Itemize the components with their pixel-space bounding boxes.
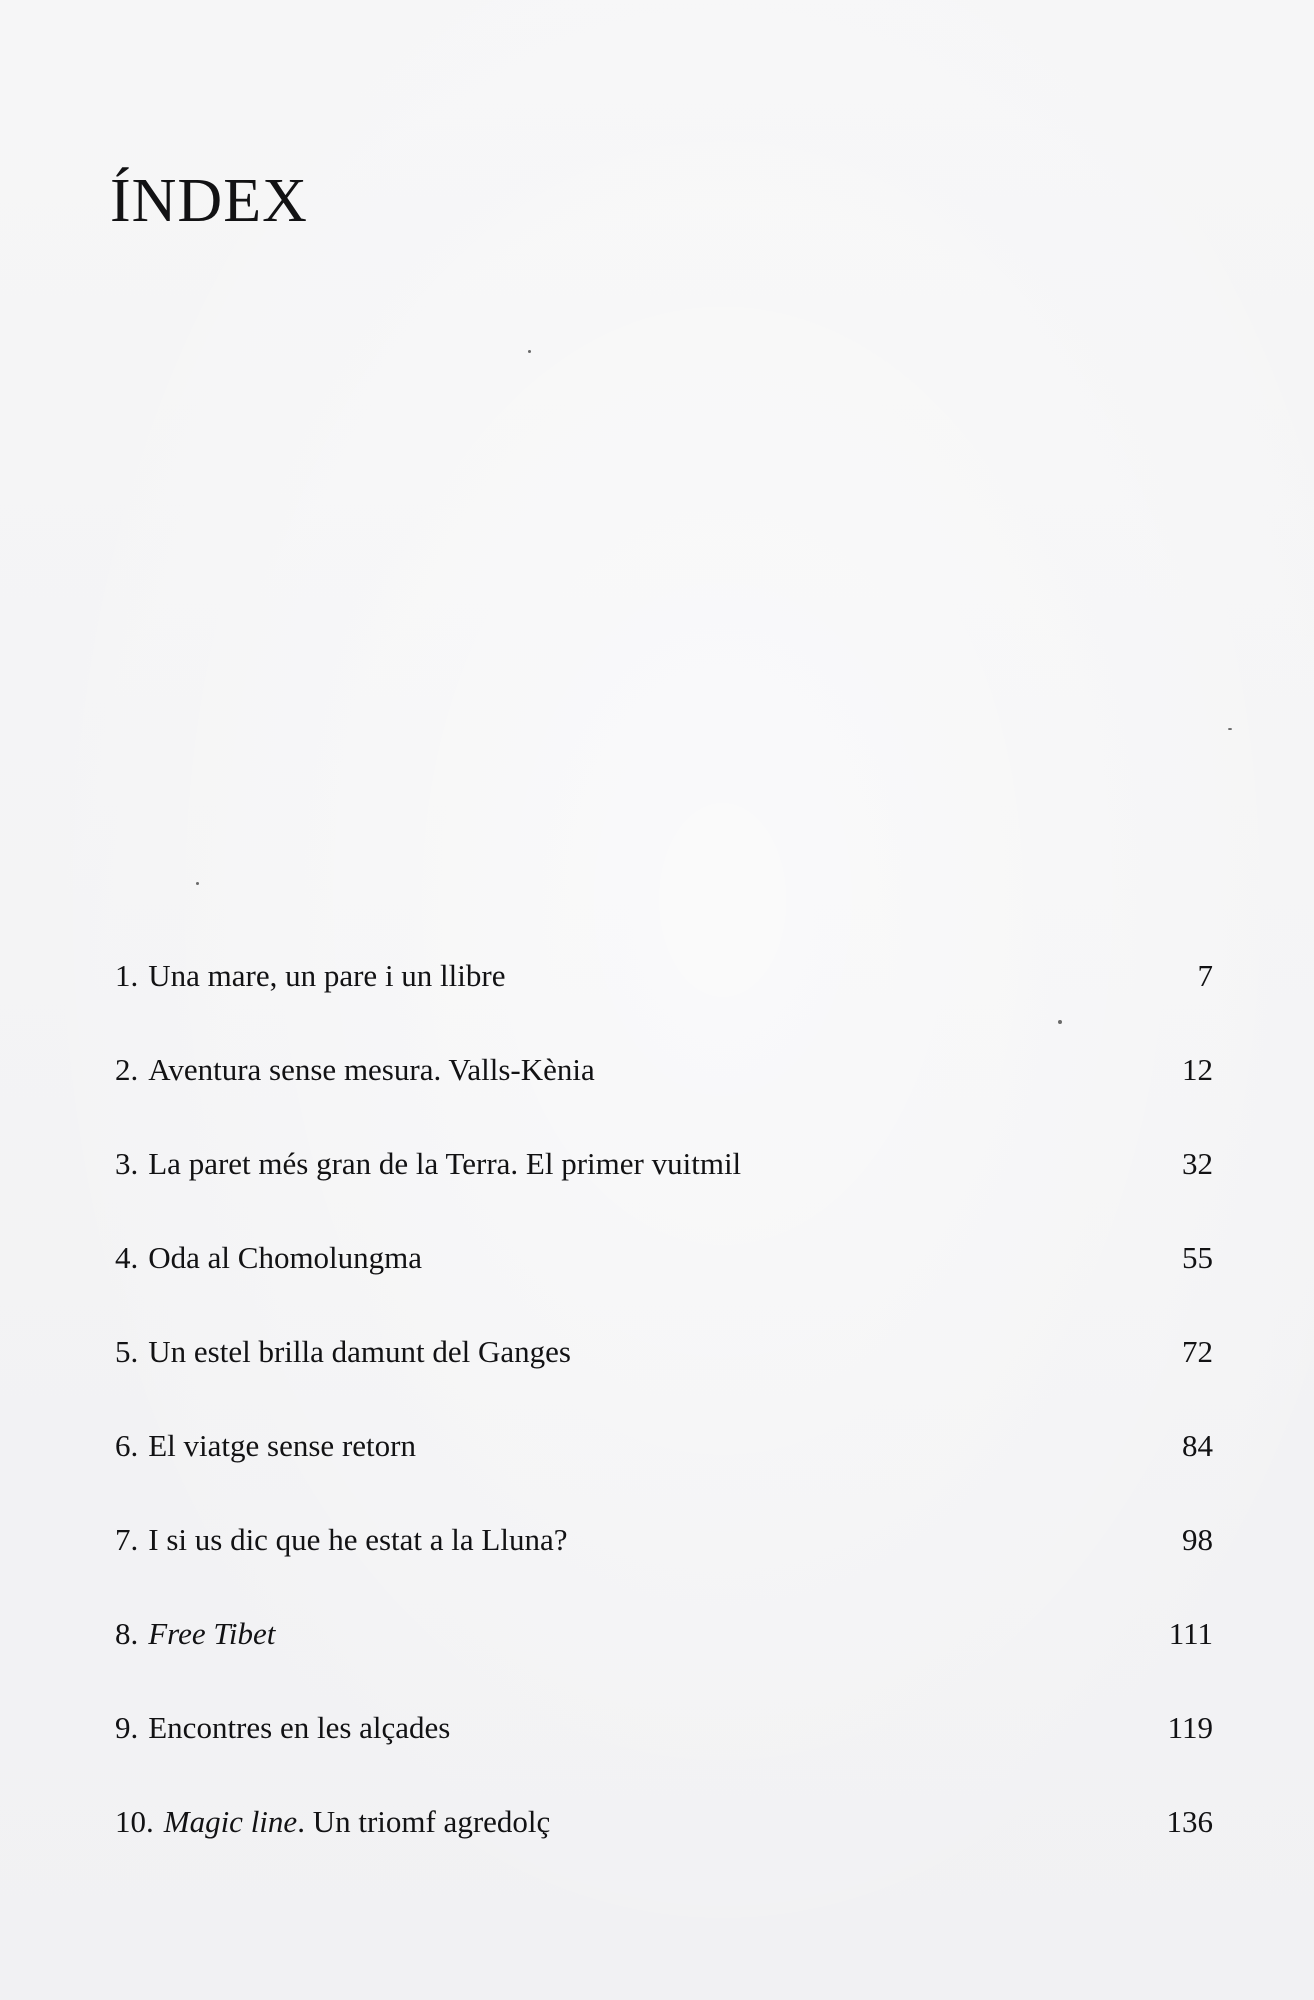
toc-entry — [115, 1242, 1213, 1336]
toc-entry — [115, 960, 1213, 1054]
toc-entry — [115, 1618, 1213, 1712]
toc-entry-page: 136 — [1166, 1804, 1213, 1839]
toc-entry — [115, 1524, 1213, 1618]
toc-entry-page: 119 — [1167, 1710, 1213, 1745]
toc-entry-text: Aventura sense mesura. Valls-Kènia — [148, 1052, 595, 1087]
toc-entry-title — [115, 1336, 571, 1367]
toc-entry-number: 8. — [115, 1616, 139, 1651]
toc-entry — [115, 1806, 1213, 1900]
toc-entry-text: Free Tibet — [148, 1616, 276, 1651]
toc-entry-page: 98 — [1182, 1522, 1213, 1557]
table-of-contents — [115, 960, 1213, 1900]
toc-entry — [115, 1430, 1213, 1524]
toc-entry-page: 84 — [1182, 1428, 1213, 1463]
toc-entry-text: . Un triomf agredolç — [297, 1804, 551, 1839]
toc-entry-title — [115, 1430, 416, 1461]
toc-entry-title — [115, 1148, 741, 1179]
toc-entry-text: Una mare, un pare i un llibre — [148, 958, 506, 993]
toc-entry — [115, 1712, 1213, 1806]
toc-entry-text: Un estel brilla damunt del Ganges — [148, 1334, 571, 1369]
toc-entry — [115, 1148, 1213, 1242]
toc-entry-number: 1. — [115, 958, 139, 993]
toc-entry-title — [115, 1806, 550, 1837]
toc-entry-number: 5. — [115, 1334, 139, 1369]
toc-entry-text: I si us dic que he estat a la Lluna? — [148, 1522, 568, 1557]
toc-entry-number: 7. — [115, 1522, 139, 1557]
toc-entry-page: 55 — [1182, 1240, 1213, 1275]
toc-entry-number: 9. — [115, 1710, 139, 1745]
toc-entry-number: 10. — [115, 1804, 154, 1839]
toc-entry-number: 6. — [115, 1428, 139, 1463]
toc-entry-text: Encontres en les alçades — [148, 1710, 451, 1745]
toc-entry-number: 4. — [115, 1240, 139, 1275]
toc-entry-page: 72 — [1182, 1334, 1213, 1369]
toc-entry-text: Oda al Chomolungma — [148, 1240, 423, 1275]
toc-entry-page: 7 — [1197, 958, 1213, 993]
toc-entry-title — [115, 1242, 422, 1273]
toc-entry-title — [115, 1524, 567, 1555]
toc-entry-title — [115, 1054, 595, 1085]
toc-entry — [115, 1054, 1213, 1148]
toc-entry-text: La paret més gran de la Terra. El primer vuitmil — [148, 1146, 742, 1181]
toc-entry-page: 32 — [1182, 1146, 1213, 1181]
page-title: ÍNDEX — [110, 167, 308, 235]
toc-entry-title — [115, 1712, 450, 1743]
toc-entry-title — [115, 1618, 275, 1649]
toc-entry — [115, 1336, 1213, 1430]
toc-entry-page: 111 — [1168, 1616, 1213, 1651]
toc-entry-text: El viatge sense retorn — [148, 1428, 416, 1463]
toc-entry-number: 3. — [115, 1146, 139, 1181]
toc-entry-number: 2. — [115, 1052, 139, 1087]
toc-entry-page: 12 — [1182, 1052, 1213, 1087]
toc-entry-text: Magic line — [163, 1804, 298, 1839]
toc-entry-title — [115, 960, 505, 991]
